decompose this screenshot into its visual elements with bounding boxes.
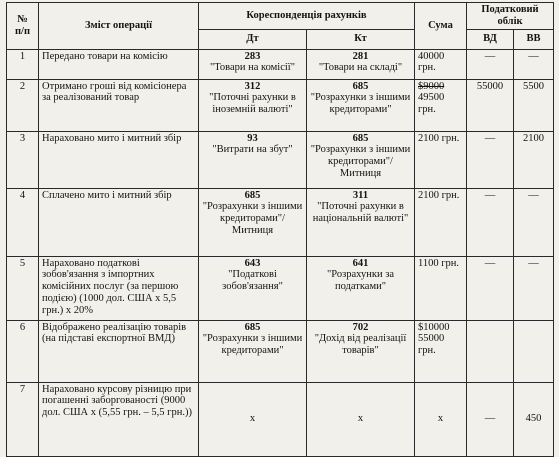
debit-account: 93 (247, 132, 258, 144)
table-row (7, 256, 554, 320)
debit-cell (199, 320, 307, 382)
sum-value: 55000 грн. (418, 333, 445, 356)
credit-account: 281 (352, 50, 369, 62)
credit-account-name: "Розрахунки з іншими кредиторами"/ Митниця (310, 144, 411, 179)
debit-account: 685 (244, 321, 261, 333)
credit-cell (307, 188, 415, 256)
operation-content: Отримано гроші від комісіонера за реалізований товар (39, 79, 199, 131)
debit-cell (199, 382, 307, 456)
vd-cell: — (467, 256, 514, 320)
credit-cell (307, 131, 415, 188)
table-row (7, 188, 554, 256)
operation-content: Нараховано мито і митний збір (39, 131, 199, 188)
debit-cell (199, 49, 307, 79)
sum-cell: 2100 грн. (415, 188, 467, 256)
debit-cell (199, 256, 307, 320)
row-number: 7 (7, 382, 39, 456)
sum-value: 49500 грн. (418, 92, 445, 115)
credit-cell (307, 256, 415, 320)
credit-account-name: "Розрахунки з іншими кредиторами" (310, 92, 411, 115)
vd-cell: — (467, 49, 514, 79)
row-number: 5 (7, 256, 39, 320)
credit-account: 685 (352, 80, 369, 92)
sum-cell: 1100 грн. (415, 256, 467, 320)
operation-content: Нараховано курсову різницю при погашенні заборгованості (9000 дол. США х (5,55 грн. – 5,5 грн.)) (39, 382, 199, 456)
vv-cell: 5500 (514, 79, 554, 131)
row-number: 3 (7, 131, 39, 188)
header-vv: ВВ (514, 29, 554, 49)
vv-cell: — (514, 49, 554, 79)
sum-cell: х (415, 382, 467, 456)
table-row (7, 131, 554, 188)
debit-account: 283 (244, 50, 261, 62)
credit-account-name: "Розрахунки за податками" (326, 269, 395, 292)
vd-cell (467, 320, 514, 382)
credit-account: 311 (352, 189, 369, 201)
credit-cell (307, 79, 415, 131)
credit-cell (307, 320, 415, 382)
vv-cell: — (514, 256, 554, 320)
credit-account: 641 (352, 257, 369, 269)
credit-account: 685 (352, 132, 369, 144)
header-tax: Податковий облік (467, 3, 554, 30)
operation-content: Відображено реалізацію товарів (на підставі експортної ВМД) (39, 320, 199, 382)
debit-account: 643 (244, 257, 261, 269)
table-row (7, 382, 554, 456)
sum-cell (415, 320, 467, 382)
credit-account: 702 (352, 321, 369, 333)
credit-account-name: "Дохід від реалізації товарів" (314, 333, 407, 356)
row-number: 2 (7, 79, 39, 131)
header-dt: Дт (199, 29, 307, 49)
row-number: 1 (7, 49, 39, 79)
sum-cell: 2100 грн. (415, 131, 467, 188)
header-vd: ВД (467, 29, 514, 49)
credit-cell (307, 49, 415, 79)
vv-cell: 2100 (514, 131, 554, 188)
credit-cell (307, 382, 415, 456)
vv-cell: — (514, 188, 554, 256)
debit-account-name: "Товари на комісії" (210, 62, 295, 74)
debit-account-name: "Поточні рахунки в іноземній валюті" (209, 92, 296, 115)
debit-account: 685 (244, 189, 261, 201)
debit-cell (199, 79, 307, 131)
sum-usd-value: $10000 (418, 321, 450, 333)
operation-content: Нараховано податкові зобов'язання з імпортних комісійних послуг (за першою подією) (1000 дол. США х 5,5 грн.) х 20% (39, 256, 199, 320)
row-number: 6 (7, 320, 39, 382)
header-sum: Сума (415, 3, 467, 50)
credit-account-name: "Поточні рахунки в національній валюті" (312, 201, 409, 224)
table-row (7, 49, 554, 79)
header-content: Зміст операції (39, 3, 199, 50)
vv-cell: 450 (514, 382, 554, 456)
table-row (7, 79, 554, 131)
debit-cell (199, 188, 307, 256)
accounting-table (6, 2, 554, 457)
vd-cell: — (467, 188, 514, 256)
row-number: 4 (7, 188, 39, 256)
operation-content: Сплачено мито і митний збір (39, 188, 199, 256)
operation-content: Передано товари на комісію (39, 49, 199, 79)
credit-account-name: "Товари на складі" (318, 62, 403, 74)
debit-account-name: "Податкові зобов'язання" (222, 269, 283, 292)
vd-cell: — (467, 382, 514, 456)
header-kt: Кт (307, 29, 415, 49)
table-row (7, 320, 554, 382)
sum-struck-value: $9000 (418, 80, 445, 92)
header-correspondence: Кореспонденція рахунків (199, 3, 415, 30)
vd-cell: 55000 (467, 79, 514, 131)
debit-account-name: х (249, 413, 256, 425)
debit-account-name: "Витрати на збут" (212, 144, 293, 156)
credit-account-name: х (357, 413, 364, 425)
vv-cell (514, 320, 554, 382)
debit-account: 312 (244, 80, 261, 92)
header-no: № п/п (7, 3, 39, 50)
vd-cell: — (467, 131, 514, 188)
debit-account-name: "Розрахунки з іншими кредиторами" (202, 333, 303, 356)
debit-cell (199, 131, 307, 188)
debit-account-name: "Розрахунки з іншими кредиторами"/ Митниця (202, 201, 303, 236)
sum-cell: 40000 грн. (415, 49, 467, 79)
sum-cell (415, 79, 467, 131)
